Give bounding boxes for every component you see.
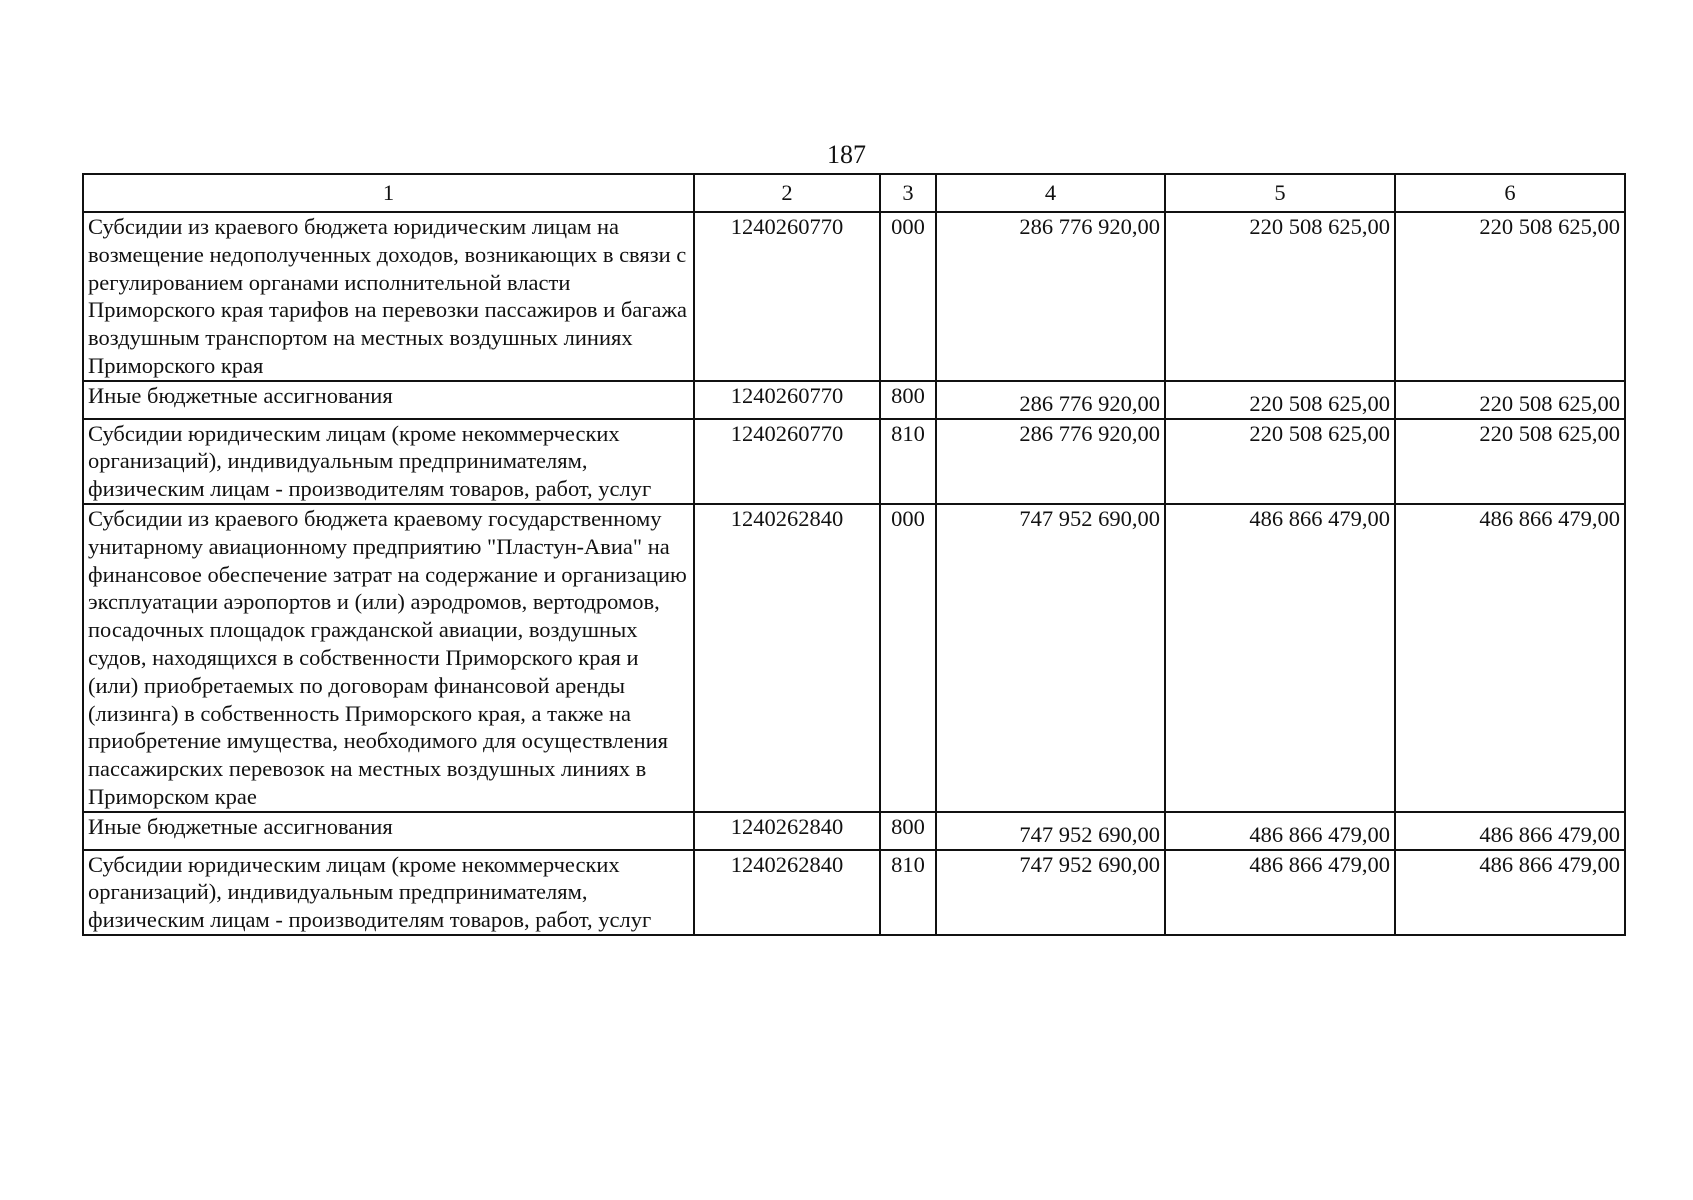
- column-header: 2: [694, 174, 880, 212]
- row-target-code: 1240262840: [694, 504, 880, 812]
- row-amount-col5: 220 508 625,00: [1165, 419, 1395, 504]
- row-amount-col6: 486 866 479,00: [1395, 504, 1625, 812]
- page-number: 187: [827, 140, 866, 169]
- column-header: 6: [1395, 174, 1625, 212]
- row-target-code: 1240260770: [694, 419, 880, 504]
- column-header: 5: [1165, 174, 1395, 212]
- column-header: 3: [880, 174, 936, 212]
- row-expense-kind: 800: [880, 381, 936, 419]
- row-amount-col6: 220 508 625,00: [1395, 419, 1625, 504]
- row-amount-col4: 747 952 690,00: [936, 504, 1165, 812]
- row-target-code: 1240262840: [694, 812, 880, 850]
- table-header-row: [83, 174, 1625, 212]
- row-amount-col6: 220 508 625,00: [1395, 381, 1625, 419]
- row-amount-col4: 747 952 690,00: [936, 850, 1165, 935]
- row-expense-kind: 000: [880, 504, 936, 812]
- table-row: [83, 850, 1625, 935]
- row-amount-col4: 286 776 920,00: [936, 381, 1165, 419]
- row-target-code: 1240260770: [694, 212, 880, 381]
- table-row: [83, 419, 1625, 504]
- column-header: 1: [83, 174, 694, 212]
- row-expense-kind: 810: [880, 850, 936, 935]
- row-amount-col6: 486 866 479,00: [1395, 850, 1625, 935]
- column-header: 4: [936, 174, 1165, 212]
- table-row: [83, 812, 1625, 850]
- row-name: Субсидии из краевого бюджета юридическим лицам на возмещение недополученных доходов, возникающих в связи с регулированием органами исполнительной власти Приморского края тарифов на перевозки пассажиров и багажа воздушным транспортом на местных воздушных линиях Приморского края: [83, 212, 694, 381]
- table-row: [83, 381, 1625, 419]
- row-name: Субсидии юридическим лицам (кроме некоммерческих организаций), индивидуальным предпринимателям, физическим лицам - производителям товаров, работ, услуг: [83, 850, 694, 935]
- row-amount-col4: 286 776 920,00: [936, 419, 1165, 504]
- row-target-code: 1240262840: [694, 850, 880, 935]
- row-target-code: 1240260770: [694, 381, 880, 419]
- row-name: Субсидии юридическим лицам (кроме некоммерческих организаций), индивидуальным предпринимателям, физическим лицам - производителям товаров, работ, услуг: [83, 419, 694, 504]
- row-amount-col5: 220 508 625,00: [1165, 212, 1395, 381]
- row-name: Субсидии из краевого бюджета краевому государственному унитарному авиационному предприятию "Пластун-Авиа" на финансовое обеспечение затрат на содержание и организацию эксплуатации аэропортов и (или) аэродромов, вертодромов, посадочных площадок гражданской авиации, воздушных судов, находящихся в собственности Приморского края и (или) приобретаемых по договорам финансовой аренды (лизинга) в собственность Приморского края, а также на приобретение имущества, необходимого для осуществления пассажирских перевозок на местных воздушных линиях в Приморском крае: [83, 504, 694, 812]
- row-amount-col5: 486 866 479,00: [1165, 504, 1395, 812]
- row-amount-col4: 286 776 920,00: [936, 212, 1165, 381]
- table-row: [83, 504, 1625, 812]
- row-expense-kind: 810: [880, 419, 936, 504]
- row-amount-col6: 220 508 625,00: [1395, 212, 1625, 381]
- row-amount-col4: 747 952 690,00: [936, 812, 1165, 850]
- row-name: Иные бюджетные ассигнования: [83, 381, 694, 419]
- row-amount-col5: 220 508 625,00: [1165, 381, 1395, 419]
- table-row: [83, 212, 1625, 381]
- row-name: Иные бюджетные ассигнования: [83, 812, 694, 850]
- row-amount-col5: 486 866 479,00: [1165, 850, 1395, 935]
- budget-table: [82, 173, 1626, 936]
- row-expense-kind: 800: [880, 812, 936, 850]
- row-expense-kind: 000: [880, 212, 936, 381]
- row-amount-col6: 486 866 479,00: [1395, 812, 1625, 850]
- row-amount-col5: 486 866 479,00: [1165, 812, 1395, 850]
